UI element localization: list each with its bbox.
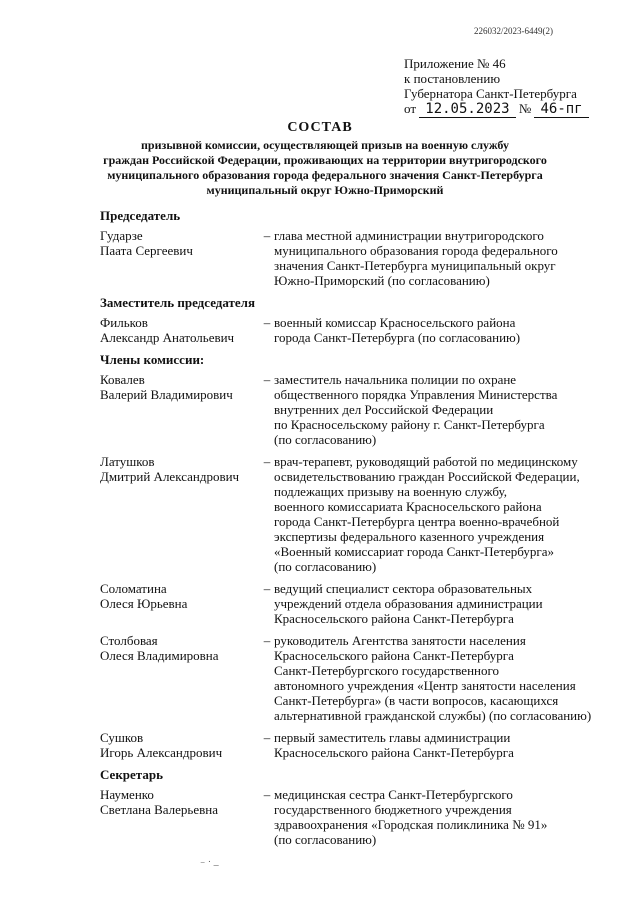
member-position-line: освидетельствованию граждан Российской Федерации, (274, 469, 580, 484)
appendix-line-3: Губернатора Санкт-Петербурга (404, 86, 577, 101)
member-name-line: Светлана Валерьевна (100, 802, 218, 817)
member-position-line: военного комиссариата Красносельского района (274, 499, 542, 514)
member-position-line: Санкт-Петербурга» (в части вопросов, касающихся (274, 693, 559, 708)
member-position-line: автономного учреждения «Центр занятости населения (274, 678, 576, 693)
member-position-line: общественного порядка Управления Министерства (274, 387, 558, 402)
member-name-line: Александр Анатольевич (100, 330, 235, 345)
member-position-line: Красносельского района Санкт-Петербурга (274, 611, 514, 626)
member-position-line: государственного бюджетного учреждения (274, 802, 512, 817)
member-position-line: города Санкт-Петербурга (по согласованию) (274, 330, 521, 345)
subtitle-line: муниципального образования города федерального значения Санкт-Петербурга (107, 168, 543, 182)
member-name-line: Олеся Юрьевна (100, 596, 188, 611)
member-position-line: по Красносельскому району г. Санкт-Петербурга (274, 417, 545, 432)
member-position-line: военный комиссар Красносельского района (274, 315, 516, 330)
member-name-line: Фильков (100, 315, 148, 330)
subtitle-line: призывной комиссии, осуществляющей призыв на военную службу (141, 138, 509, 152)
member-name (100, 372, 260, 447)
member-name-line: Науменко (100, 787, 154, 802)
member-name-line: Сушков (100, 730, 144, 745)
dash-separator: – (263, 454, 271, 469)
member-name (100, 581, 260, 626)
dash-separator: – (263, 633, 271, 648)
appendix-line-1: Приложение № 46 (404, 56, 506, 71)
member-position-line: значения Санкт-Петербурга муниципальный округ (274, 258, 556, 273)
member-position-line: экспертизы федерального казенного учреждения (274, 529, 545, 544)
member-name (100, 633, 260, 723)
member-position-line: альтернативной гражданской службы) (по согласованию) (274, 708, 592, 723)
member-name-line: Гударзе (100, 228, 143, 243)
member-position (274, 315, 618, 345)
dash-separator: – (263, 315, 271, 330)
decree-date: 12.05.2023 (419, 101, 515, 118)
member-name (100, 454, 260, 574)
appendix-line-2: к постановлению (404, 71, 501, 86)
member-name-line: Соломатина (100, 581, 167, 596)
member-row (100, 372, 620, 447)
member-position-line: (по согласованию) (274, 432, 377, 447)
member-position (274, 372, 618, 447)
member-position-line: врач-терапевт, руководящий работой по медицинскому (274, 454, 578, 469)
member-position-line: подлежащих призыву на военную службу, (274, 484, 507, 499)
commission-list (100, 208, 620, 854)
dash-separator: – (263, 372, 271, 387)
member-position-line: Южно-Приморский (по согласованию) (274, 273, 490, 288)
member-name (100, 228, 260, 288)
appendix-date-row (404, 101, 624, 117)
member-name-line: Дмитрий Александрович (100, 469, 240, 484)
document-title: СОСТАВ (287, 120, 353, 135)
member-row (100, 581, 620, 626)
section-heading: Заместитель председателя (100, 295, 256, 310)
section-heading: Председатель (100, 208, 181, 223)
dash-separator: – (263, 730, 271, 745)
member-position (274, 730, 618, 760)
member-position-line: ведущий специалист сектора образовательных (274, 581, 533, 596)
member-row (100, 633, 620, 723)
document-number: 226032/2023-6449(2) (474, 26, 553, 36)
section-chairman (100, 208, 620, 288)
member-name (100, 730, 260, 760)
member-position (274, 787, 618, 847)
member-position-line: Красносельского района Санкт-Петербурга (274, 648, 514, 663)
member-name-line: Игорь Александрович (100, 745, 223, 760)
member-position (274, 633, 618, 723)
member-row (100, 454, 620, 574)
member-position-line: города Санкт-Петербурга центра военно-врачебной (274, 514, 560, 529)
dash-separator: – (263, 228, 271, 243)
member-position-line: медицинская сестра Санкт-Петербургского (274, 787, 513, 802)
member-row (100, 730, 620, 760)
section-heading: Члены комиссии: (100, 352, 205, 367)
member-position-line: «Военный комиссариат города Санкт-Петербурга» (274, 544, 554, 559)
member-position-line: (по согласованию) (274, 832, 377, 847)
section-heading: Секретарь (100, 767, 163, 782)
member-name (100, 315, 260, 345)
member-position-line: учреждений отдела образования администрации (274, 596, 543, 611)
dash-separator: – (263, 581, 271, 596)
appendix-block (404, 56, 624, 117)
member-name (100, 787, 260, 847)
member-position-line: глава местной администрации внутригородского (274, 228, 544, 243)
member-position (274, 228, 618, 288)
member-position-line: здравоохранения «Городская поликлиника № 91» (274, 817, 548, 832)
member-position-line: первый заместитель главы администрации (274, 730, 511, 745)
member-name-line: Олеся Владимировна (100, 648, 219, 663)
document-subtitle (90, 138, 560, 198)
scan-marks (200, 860, 219, 871)
subtitle-line: граждан Российской Федерации, проживающих на территории внутригородского (103, 153, 547, 167)
from-label: от (404, 101, 417, 116)
member-position (274, 581, 618, 626)
member-position-line: (по согласованию) (274, 559, 377, 574)
member-position-line: руководитель Агентства занятости населения (274, 633, 526, 648)
member-name-line: Ковалев (100, 372, 145, 387)
member-name-line: Валерий Владимирович (100, 387, 233, 402)
subtitle-line: муниципальный округ Южно-Приморский (206, 183, 444, 197)
member-position (274, 454, 618, 574)
member-name-line: Столбовая (100, 633, 158, 648)
member-name-line: Паата Сергеевич (100, 243, 193, 258)
member-position-line: внутренних дел Российской Федерации (274, 402, 494, 417)
decree-number: 46-пг (534, 101, 588, 118)
dash-separator: – (263, 787, 271, 802)
section-deputy (100, 295, 620, 345)
section-secretary (100, 767, 620, 847)
member-row (100, 228, 620, 288)
member-position-line: заместитель начальника полиции по охране (274, 372, 517, 387)
number-label: № (518, 101, 532, 116)
section-members (100, 352, 620, 760)
scan-mark-icon: ⁻ ˙ – (200, 860, 219, 871)
member-position-line: Красносельского района Санкт-Петербурга (274, 745, 514, 760)
member-row (100, 787, 620, 847)
member-row (100, 315, 620, 345)
member-position-line: муниципального образования города федерального (274, 243, 558, 258)
member-position-line: Санкт-Петербургского государственного (274, 663, 499, 678)
member-name-line: Латушков (100, 454, 155, 469)
